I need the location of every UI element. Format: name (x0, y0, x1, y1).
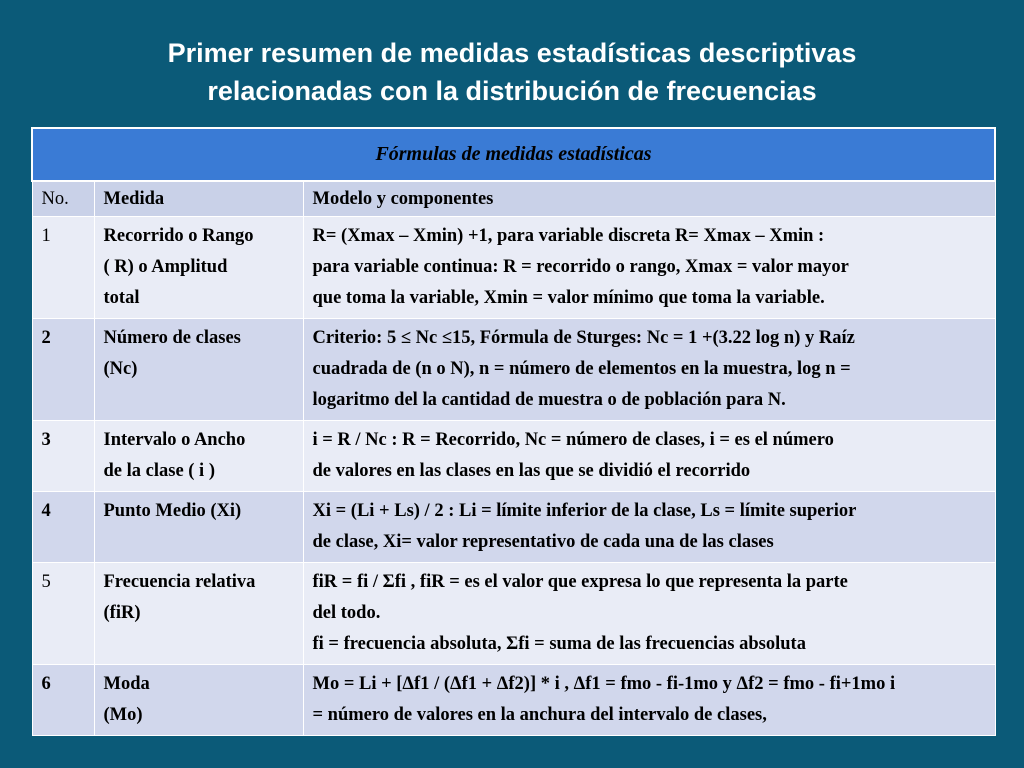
table-header-row (32, 181, 995, 217)
modelo-line: R= (Xmax – Xmin) +1, para variable discreta R= Xmax – Xmin : (312, 226, 825, 246)
row-number: 4 (32, 492, 94, 563)
slide-title-line-1: Primer resumen de medidas estadísticas descriptivas (167, 38, 857, 68)
medida-line: Número de clases (103, 328, 241, 348)
modelo-line: del todo. (312, 603, 381, 623)
table-row (32, 563, 995, 665)
row-medida (94, 563, 303, 665)
modelo-line: logaritmo del la cantidad de muestra o de población para N. (312, 390, 786, 410)
row-medida (94, 421, 303, 492)
formulas-table (31, 127, 996, 736)
modelo-line: cuadrada de (n o N), n = número de elementos en la muestra, log n = (312, 359, 851, 379)
medida-line: ( R) o Amplitud (103, 257, 228, 277)
medida-line: Punto Medio (Xi) (103, 501, 242, 521)
medida-line: (Mo) (103, 705, 143, 725)
modelo-line: de clase, Xi= valor representativo de cada una de las clases (312, 532, 774, 552)
row-number: 3 (32, 421, 94, 492)
modelo-line: de valores en las clases en las que se dividió el recorrido (312, 461, 751, 481)
medida-line: Recorrido o Rango (103, 226, 254, 246)
row-modelo (303, 492, 995, 563)
table-row (32, 319, 995, 421)
header-modelo: Modelo y componentes (303, 181, 995, 217)
table-caption: Fórmulas de medidas estadísticas (32, 128, 995, 181)
row-medida (94, 492, 303, 563)
medida-line: Intervalo o Ancho (103, 430, 246, 450)
table-row (32, 217, 995, 319)
medida-line: Moda (103, 674, 150, 694)
row-number: 5 (32, 563, 94, 665)
modelo-line: i = R / Nc : R = Recorrido, Nc = número de clases, i = es el número (312, 430, 834, 450)
modelo-line: para variable continua: R = recorrido o rango, Xmax = valor mayor (312, 257, 849, 277)
modelo-line: Mo = Li + [Δf1 / (Δf1 + Δf2)] * i , Δf1 = fmo - fi-1mo y Δf2 = fmo - fi+1mo i (312, 674, 896, 694)
modelo-line: fi = frecuencia absoluta, Σfi = suma de las frecuencias absoluta (312, 634, 806, 654)
slide-title-line-2: relacionadas con la distribución de frecuencias (207, 76, 817, 106)
row-modelo (303, 217, 995, 319)
row-modelo (303, 563, 995, 665)
table-row (32, 421, 995, 492)
row-modelo (303, 665, 995, 736)
row-number: 1 (32, 217, 94, 319)
row-number: 6 (32, 665, 94, 736)
modelo-line: fiR = fi / Σfi , fiR = es el valor que expresa lo que representa la parte (312, 572, 848, 592)
modelo-line: que toma la variable, Xmin = valor mínimo que toma la variable. (312, 288, 825, 308)
table-row (32, 492, 995, 563)
table-row (32, 665, 995, 736)
row-modelo (303, 319, 995, 421)
modelo-line: Criterio: 5 ≤ Nc ≤15, Fórmula de Sturges: Nc = 1 +(3.22 log n) y Raíz (312, 328, 855, 348)
medida-line: (fiR) (103, 603, 141, 623)
row-modelo (303, 421, 995, 492)
header-no: No. (32, 181, 94, 217)
slide-title (0, 34, 1024, 110)
row-medida (94, 319, 303, 421)
modelo-line: = número de valores en la anchura del intervalo de clases, (312, 705, 767, 725)
row-medida (94, 217, 303, 319)
row-medida (94, 665, 303, 736)
row-number: 2 (32, 319, 94, 421)
medida-line: total (103, 288, 140, 308)
medida-line: (Nc) (103, 359, 138, 379)
modelo-line: Xi = (Li + Ls) / 2 : Li = límite inferior de la clase, Ls = límite superior (312, 501, 857, 521)
medida-line: Frecuencia relativa (103, 572, 256, 592)
header-medida: Medida (94, 181, 303, 217)
medida-line: de la clase ( i ) (103, 461, 215, 481)
